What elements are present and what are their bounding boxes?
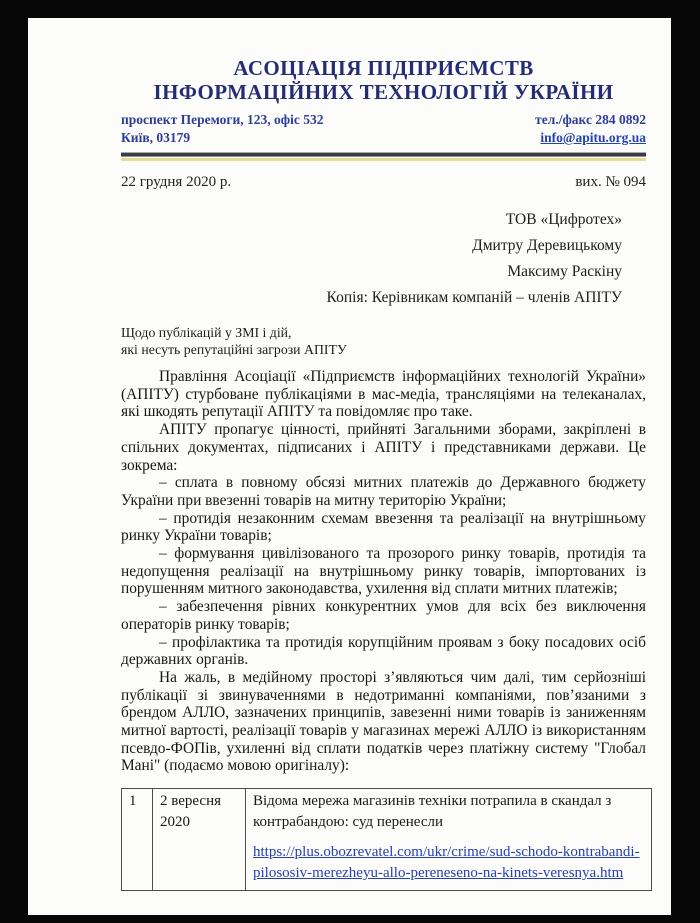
recipient-line: Максиму Раскіну [507, 263, 622, 280]
row-date-cell: 2 вересня 2020 [153, 789, 246, 891]
row-number-cell: 1 [122, 789, 153, 891]
org-title-line1: АСОЦІАЦІЯ ПІДПРИЄМСТВ [233, 56, 534, 80]
address-block [121, 111, 323, 147]
recipient-line: Дмитру Деревицькому [472, 237, 622, 254]
subject-line1: Щодо публікацій у ЗМІ і дій, [121, 325, 292, 340]
row-content-cell [246, 789, 652, 891]
phone-email-block [535, 111, 646, 147]
letterhead-rule-dark [121, 152, 646, 157]
letterhead-rule-gold [121, 158, 646, 161]
paragraph-intro: Правління Асоціації «Підприємств інформаційних технологій України» (АПІТУ) стурбоване публікаціями в мас-медіа, трансляціями на телеканалах, які шкодять репутації АПІТУ та повідомляє про таке. [121, 368, 646, 421]
contact-block [121, 111, 646, 147]
recipient-line: ТОВ «Цифротех» [505, 211, 622, 228]
bullet-anticorruption: – профілактика та протидія корупційним проявам з боку посадових осіб державних органів. [121, 633, 646, 669]
paragraph-allegations: На жаль, в медійному просторі з’являються чим далі, тим серйозніші публікації зі звинуваченнями в недотриманні компаніями, пов’язаними з брендом АЛЛО, зазначених принципів, завезенні ними товарів із заниженням митної вартості, реалізації товарів у магазинах мережі АЛЛО із використанням псевдо-ФОПів, ухиленні від сплати податків через платіжну систему "Глобал Мані" (подаємо мовою оригіналу): [121, 668, 646, 775]
meta-row [121, 174, 646, 191]
table-row [122, 789, 652, 891]
sources-table [121, 788, 652, 891]
org-title [121, 56, 646, 104]
org-title-line2: ІНФОРМАЦІЙНИХ ТЕХНОЛОГІЙ УКРАЇНИ [153, 80, 614, 104]
letter-date: 22 грудня 2020 р. [121, 174, 232, 190]
paragraph-values: АПІТУ пропагує цінності, прийняті Загальними зборами, закріплені в спільних документах, підписаних і АПІТУ і представниками держави. Це зокрема: [121, 421, 646, 474]
phone-fax: тел./факс 284 0892 [535, 112, 646, 127]
email-link[interactable]: info@apitu.org.ua [540, 130, 646, 145]
article-title: Відома мережа магазинів техніки потрапила в скандал з контрабандою: суд перенесли [253, 793, 612, 831]
recipients-block [121, 207, 646, 311]
letter-page [28, 18, 671, 915]
letter-body [121, 368, 646, 775]
bullet-customs-payments: – сплата в повному обсязі митних платежів до Державного бюджету України при ввезенні товарів на митну територію України; [121, 474, 646, 509]
letterhead [121, 56, 646, 161]
outgoing-number: вих. № 094 [575, 174, 646, 190]
bullet-transparent-market: – формування цивілізованого та прозорого ринку товарів, протидія та недопущення реалізації на внутрішньому ринку товарів, імпортованих із порушенням митного законодавства, ухилення від сплати митних платежів; [121, 545, 646, 598]
bullet-equal-competition: – забезпечення рівних конкурентних умов для всіх без виключення операторів ринку товарів; [121, 598, 646, 633]
address-line1: проспект Перемоги, 123, офіс 532 [121, 112, 324, 127]
bullet-illegal-schemes: – протидія незаконним схемам ввезення та реалізації на внутрішньому ринку України товарів; [121, 509, 646, 545]
address-line2: Київ, 03179 [121, 130, 191, 145]
article-link[interactable]: https://plus.obozrevatel.com/ukr/crime/sud-schodo-kontrabandi-pilososiv-merezheyu-allo-pereneseno-na-kinets-veresnya.htm [253, 844, 640, 882]
recipient-line: Копія: Керівникам компаній – членів АПІТУ [326, 289, 622, 306]
subject-block [121, 324, 646, 358]
subject-line2: які несуть репутаційні загрози АПІТУ [121, 342, 347, 357]
